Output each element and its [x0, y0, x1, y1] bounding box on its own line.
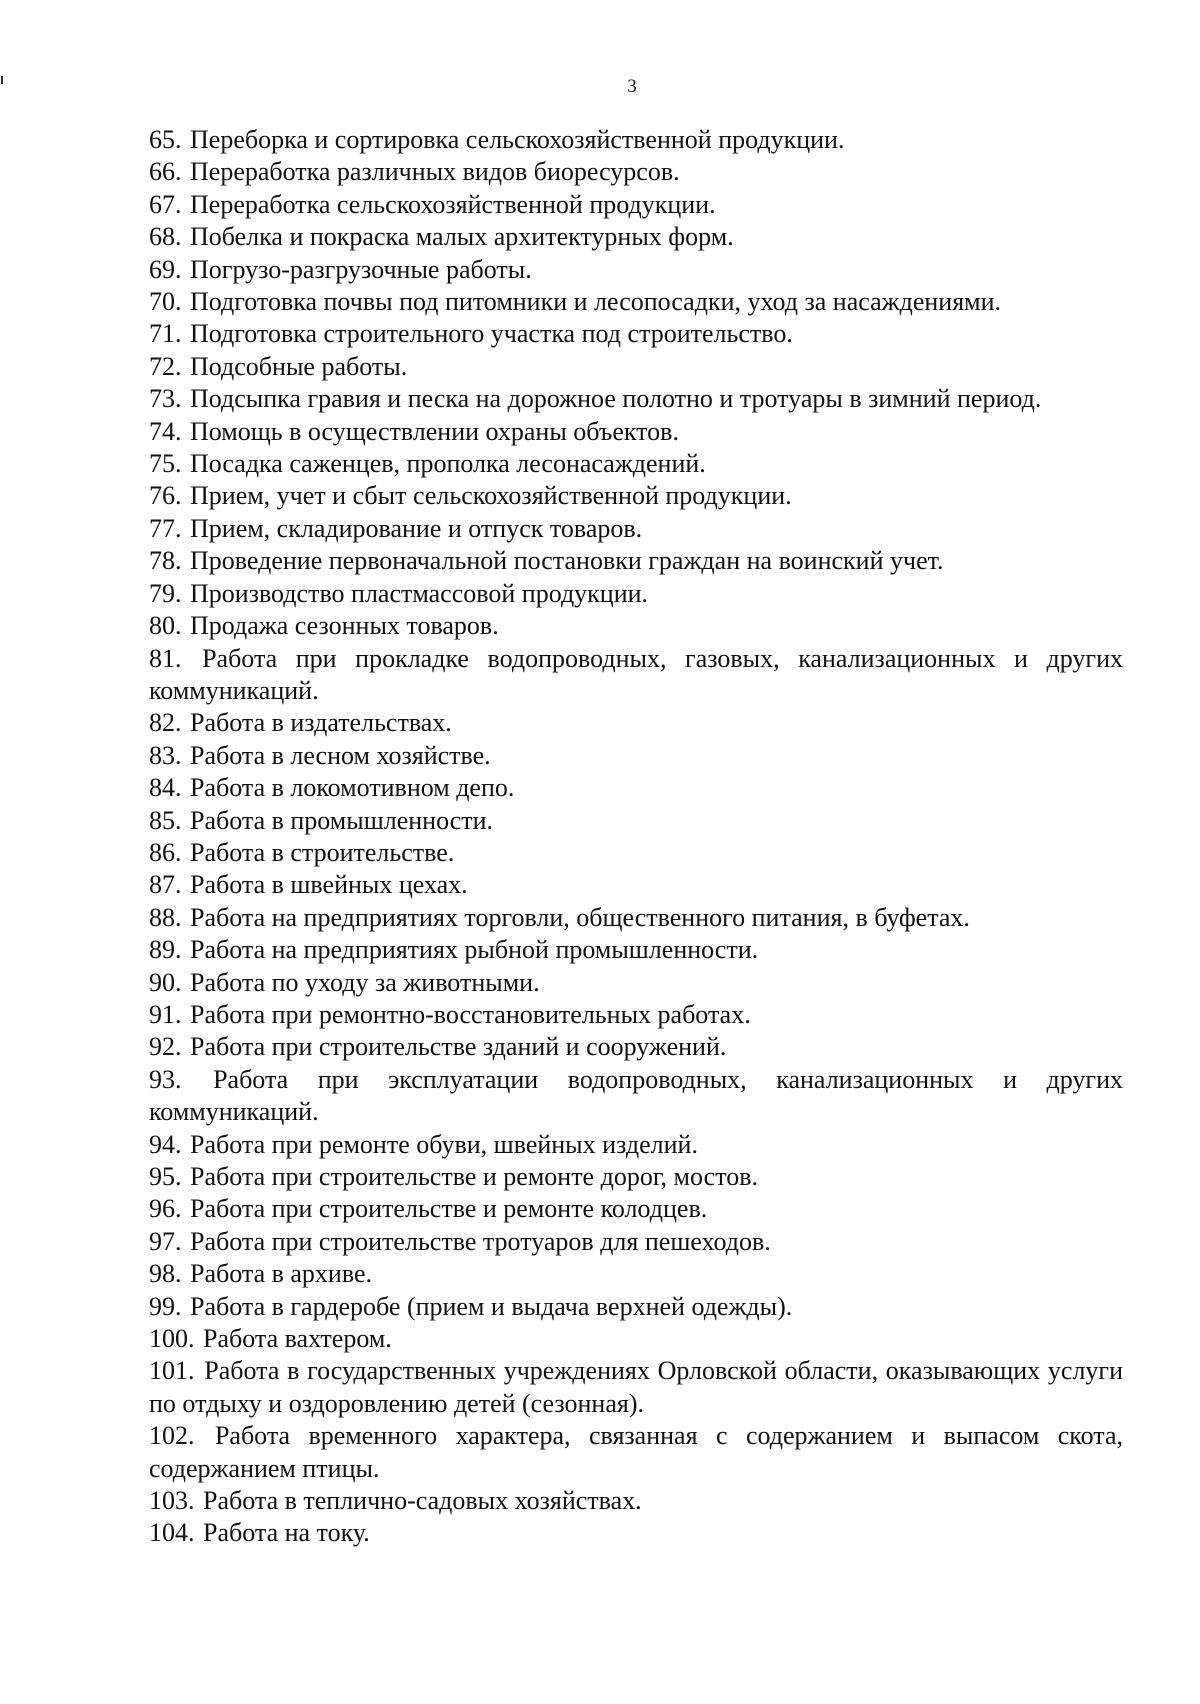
list-item-number: 93.: [149, 1064, 182, 1094]
list-item-text: Производство пластмассовой продукции.: [190, 578, 649, 608]
list-item-text: Работа в теплично-садовых хозяйствах.: [203, 1486, 642, 1516]
list-item-number: 95.: [149, 1162, 182, 1191]
list-item: [149, 1485, 1123, 1517]
list-item: [149, 1323, 1123, 1355]
list-item-number: 85.: [149, 805, 182, 835]
list-item-text: Работа при строительстве и ремонте дорог, мостов.: [190, 1162, 758, 1191]
list-item: [149, 448, 1123, 480]
list-item-number: 71.: [149, 319, 182, 349]
list-item-number: 97.: [149, 1226, 182, 1256]
list-item-number: 101.: [149, 1356, 195, 1386]
list-item: [149, 1129, 1123, 1161]
list-item-text: Посадка саженцев, прополка лесонасаждений.: [190, 449, 706, 479]
list-item: [149, 837, 1123, 869]
list-item: [149, 124, 1123, 156]
list-item-text: Работа в лесном хозяйстве.: [190, 740, 491, 770]
list-item-text: Работа на току.: [203, 1518, 370, 1548]
list-item-number: 79.: [149, 578, 182, 608]
list-item-number: 78.: [149, 546, 182, 576]
list-item-text: Работа в швейных цехах.: [190, 870, 468, 900]
list-item-number: 81.: [149, 643, 182, 673]
list-item-number: 96.: [149, 1194, 182, 1224]
list-item: [149, 967, 1123, 999]
list-item: [149, 221, 1123, 253]
list-item-number: 82.: [149, 708, 182, 738]
list-item-number: 102.: [149, 1421, 195, 1451]
page-number: 3: [627, 76, 637, 97]
list-item: [149, 545, 1123, 577]
list-item-text: Работа при ремонте обуви, швейных изделий.: [190, 1129, 698, 1159]
list-item-number: 69.: [149, 254, 182, 284]
list-item-number: 80.: [149, 611, 182, 641]
list-item-text: Погрузо-разгрузочные работы.: [190, 254, 532, 284]
list-item: [149, 189, 1123, 221]
list-item: [149, 578, 1123, 610]
list-item-text: Работа при строительстве и ремонте колодцев.: [190, 1194, 708, 1224]
list-item-text: Работа на предприятиях торговли, общественного питания, в буфетах.: [190, 902, 970, 932]
list-item-number: 94.: [149, 1129, 182, 1159]
list-item: [149, 416, 1123, 448]
list-item-text: Проведение первоначальной постановки граждан на воинский учет.: [190, 546, 944, 576]
list-item-number: 87.: [149, 870, 182, 900]
list-item-text: Переработка сельскохозяйственной продукции.: [190, 189, 716, 219]
list-item: [149, 707, 1123, 739]
list-item-text: Переработка различных видов биоресурсов.: [190, 157, 680, 187]
list-item: [149, 1291, 1123, 1323]
list-item: [149, 805, 1123, 837]
list-item-number: 74.: [149, 416, 182, 446]
list-item-text: Работа при ремонтно-восстановительных работах.: [190, 999, 751, 1029]
list-item-number: 76.: [149, 481, 182, 511]
list-item-number: 73.: [149, 384, 182, 414]
list-item-number: 88.: [149, 902, 182, 932]
list-item-number: 92.: [149, 1032, 182, 1062]
list-item-number: 75.: [149, 449, 182, 479]
list-item-text: Работа вахтером.: [203, 1324, 392, 1354]
list-item-text: Работа в строительстве.: [190, 837, 455, 867]
list-item-text: Прием, учет и сбыт сельскохозяйственной продукции.: [190, 481, 792, 511]
list-item: [149, 934, 1123, 966]
list-item: [149, 1226, 1123, 1258]
list-item: [149, 772, 1123, 804]
list-item-text: Работа при строительстве зданий и сооружений.: [190, 1032, 727, 1062]
list-item: [149, 318, 1123, 350]
list-item: [149, 383, 1123, 415]
list-item-number: 99.: [149, 1291, 182, 1321]
list-item-number: 67.: [149, 189, 182, 219]
list-item-text: Работа временного характера, связанная с содержанием и выпасом скота, содержанием птицы.: [149, 1421, 1123, 1483]
list-item-number: 66.: [149, 157, 182, 187]
list-item-text: Продажа сезонных товаров.: [190, 611, 499, 641]
list-item-text: Работа в локомотивном депо.: [190, 773, 515, 803]
list-item-number: 104.: [149, 1518, 195, 1548]
list-item-text: Подготовка почвы под питомники и лесопосадки, уход за насаждениями.: [190, 287, 1002, 317]
list-item-text: Подсыпка гравия и песка на дорожное полотно и тротуары в зимний период.: [190, 384, 1042, 414]
list-item-number: 72.: [149, 351, 182, 381]
list-item-number: 90.: [149, 967, 182, 997]
list-item: [149, 351, 1123, 383]
list-item: [149, 1064, 1123, 1129]
list-item-number: 84.: [149, 773, 182, 803]
list-item: [149, 1420, 1123, 1485]
list-item-text: Работа по уходу за животными.: [190, 967, 540, 997]
list-item-number: 83.: [149, 740, 182, 770]
list-item: [149, 254, 1123, 286]
list-item: [149, 480, 1123, 512]
list-item: [149, 869, 1123, 901]
list-item: [149, 999, 1123, 1031]
list-item: [149, 1355, 1123, 1420]
list-item: [149, 740, 1123, 772]
list-item: [149, 643, 1123, 708]
list-item: [149, 1258, 1123, 1290]
list-item-text: Работа при эксплуатации водопроводных, канализационных и других коммуникаций.: [149, 1064, 1124, 1127]
list-item-number: 70.: [149, 287, 182, 317]
list-item-text: Работа в издательствах.: [190, 708, 452, 738]
list-item-number: 68.: [149, 222, 182, 252]
list-item: [149, 902, 1123, 934]
list-item-number: 65.: [149, 125, 182, 154]
list-item-number: 103.: [149, 1486, 195, 1516]
list-item-text: Побелка и покраска малых архитектурных форм.: [190, 222, 734, 252]
list-item-text: Работа в архиве.: [190, 1259, 372, 1289]
list-item: [149, 610, 1123, 642]
list-item: [149, 1193, 1123, 1225]
list-item: [149, 1031, 1123, 1063]
list-item-text: Подготовка строительного участка под строительство.: [190, 319, 793, 349]
list-item-number: 100.: [149, 1324, 195, 1354]
numbered-list: [149, 124, 1123, 1550]
list-item-text: Работа в государственных учреждениях Орловской области, оказывающих услуги по отдыху и оздоровлению детей (сезонная).: [149, 1356, 1123, 1418]
list-item-number: 89.: [149, 935, 182, 965]
list-item-text: Работа в гардеробе (прием и выдача верхней одежды).: [190, 1291, 793, 1321]
list-item: [149, 286, 1123, 318]
list-item-text: Помощь в осуществлении охраны объектов.: [190, 416, 679, 446]
list-item-text: Работа на предприятиях рыбной промышленности.: [190, 935, 759, 965]
list-item: [149, 513, 1123, 545]
list-item: [149, 156, 1123, 188]
list-item: [149, 1161, 1123, 1193]
list-item-number: 91.: [149, 999, 182, 1029]
list-item-text: Работа в промышленности.: [190, 805, 494, 835]
list-item-text: Работа при строительстве тротуаров для пешеходов.: [190, 1226, 771, 1256]
list-item: [149, 1517, 1123, 1549]
list-item-text: Переборка и сортировка сельскохозяйственной продукции.: [190, 125, 845, 154]
list-item-number: 98.: [149, 1259, 182, 1289]
list-item-number: 86.: [149, 837, 182, 867]
list-item-text: Подсобные работы.: [190, 351, 408, 381]
list-item-text: Работа при прокладке водопроводных, газовых, канализационных и других коммуникаций.: [149, 643, 1124, 705]
list-item-text: Прием, складирование и отпуск товаров.: [190, 513, 643, 543]
list-item-number: 77.: [149, 513, 182, 543]
